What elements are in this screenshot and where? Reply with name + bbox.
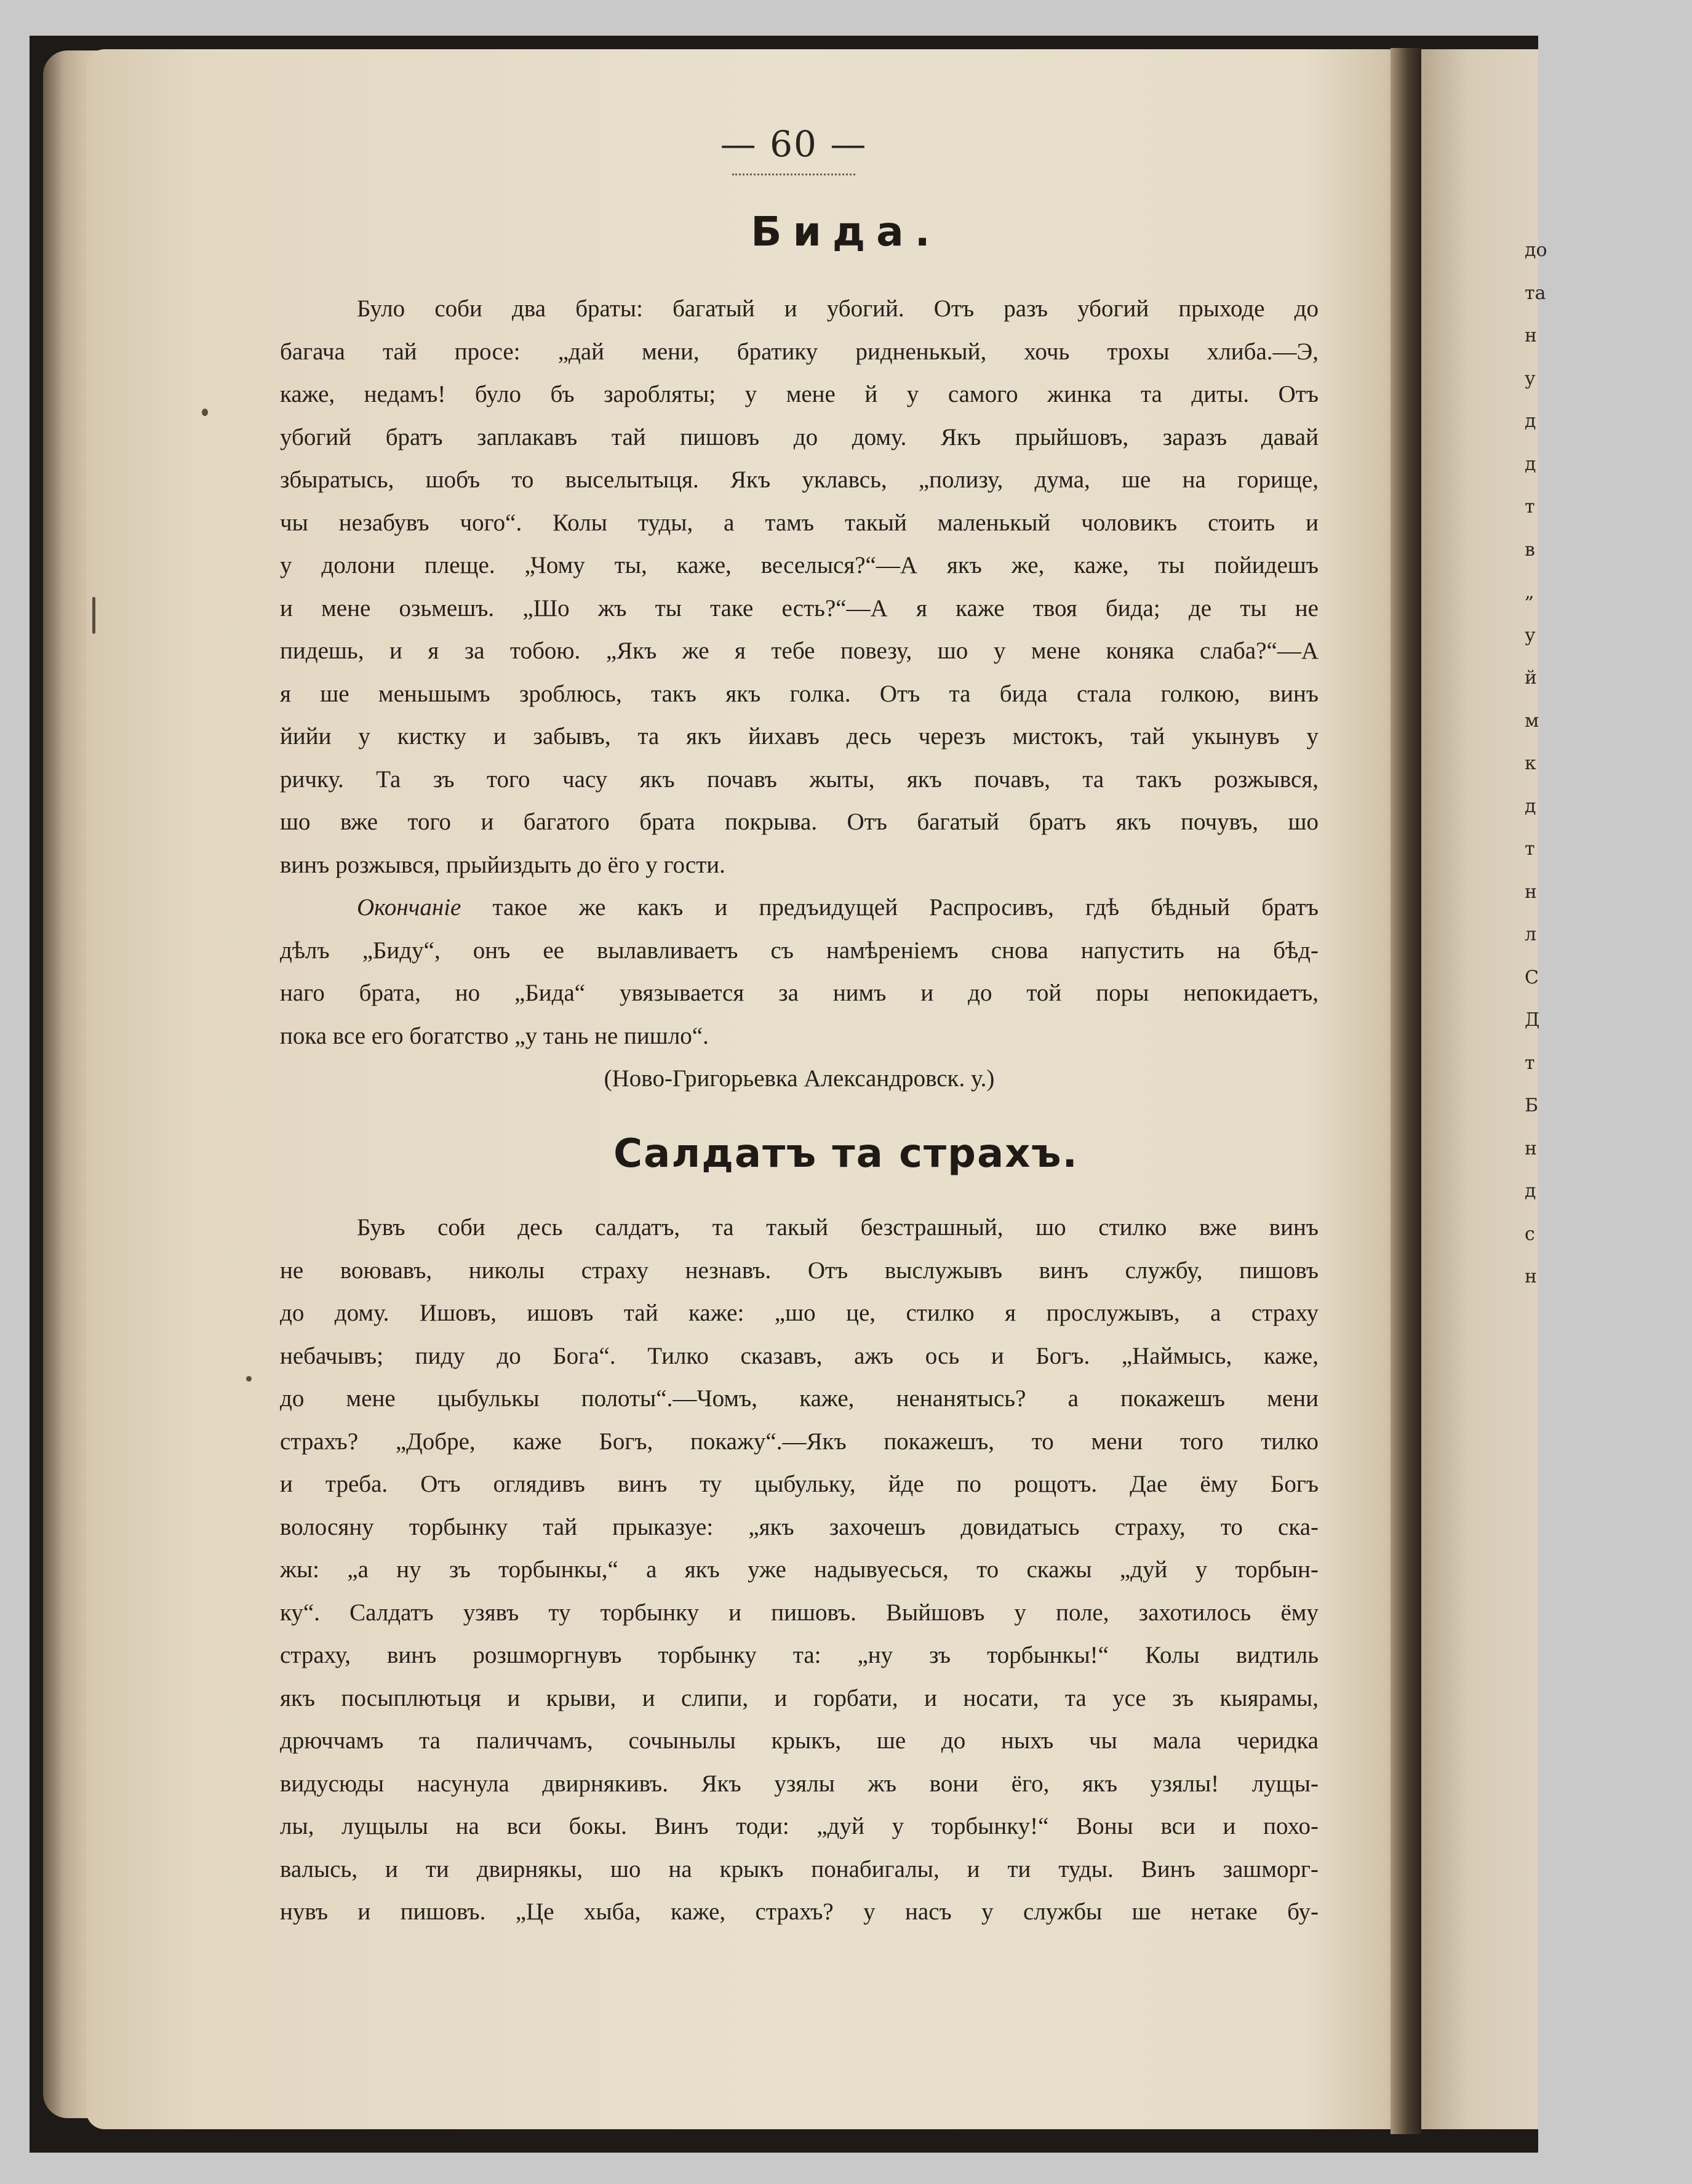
text-line: убогий братъ заплакавъ тай пишовъ до дому. Якъ прыйшовъ, заразъ давай	[280, 423, 1319, 450]
text-line: Бувъ соби десь салдатъ, та такый безстрашный, шо стилко вже винъ	[357, 1214, 1319, 1241]
text-line: йийи у кистку и забывъ, та якъ йихавъ десь черезъ мистокъ, тай укынувъ у	[280, 723, 1319, 750]
facing-page	[1421, 49, 1547, 2129]
text-line: не воювавъ, николы страху незнавъ. Отъ выслужывъ винъ службу, пишовъ	[280, 1257, 1319, 1284]
text-line: я ше меньшымъ зроблюсь, такъ якъ голка. Отъ та бида стала голкою, винъ	[280, 680, 1319, 707]
facing-page-fragment: т	[1525, 838, 1535, 860]
facing-page-fragment: с	[1525, 1223, 1535, 1245]
summary-line: наго брата, но „Бида“ увязывается за нимъ и до той поры непокидаетъ,	[280, 980, 1319, 1006]
paper-speck	[202, 409, 208, 416]
facing-page-fragment: д	[1525, 410, 1536, 432]
summary-label: Окончаніе	[357, 894, 461, 921]
summary-line: пока все его богатство „у тань не пишло“.	[280, 1022, 709, 1049]
facing-page-fragment: „	[1525, 582, 1534, 603]
text-line: страхъ? „Добре, каже Богъ, покажу“.—Якъ покажешъ, то мени того тилко	[280, 1428, 1319, 1455]
facing-page-fragment: т	[1525, 496, 1535, 518]
facing-page-fragment: т	[1525, 1052, 1535, 1074]
text-line: збыратысь, шобъ то выселытыця. Якъ уклавсь, „полизу, дума, ше на горище,	[280, 466, 1319, 493]
facing-page-fragment: д	[1525, 1180, 1536, 1202]
facing-page-fragment: л	[1525, 924, 1537, 945]
story-bida-text	[280, 287, 1319, 1100]
text-line: винъ розжывся, прыйиздыть до ёго у гости.	[280, 851, 725, 878]
text-line: и треба. Отъ оглядивъ винъ ту цыбульку, йде по рощотъ. Дае ёму Богъ	[280, 1471, 1319, 1497]
paper-speck	[246, 1376, 252, 1382]
text-line: шо вже того и багатого брата покрыва. Отъ багатый братъ якъ почувъ, шо	[280, 809, 1319, 835]
summary-line	[280, 886, 1319, 929]
facing-page-fragment: н	[1525, 325, 1537, 346]
facing-page-fragment: та	[1525, 282, 1546, 304]
story-title-saldat: Салдатъ та страхъ.	[613, 1131, 1079, 1177]
text-line: ричку. Та зъ того часу якъ почавъ жыты, якъ почавъ, та такъ розжывся,	[280, 766, 1319, 793]
text-line: нувъ и пишовъ. „Це хыба, каже, страхъ? у насъ у службы ше нетаке бу-	[280, 1898, 1319, 1925]
story-saldat-text	[280, 1206, 1319, 1934]
text-line: страху, винъ розшморгнувъ торбынку та: „ну зъ торбынкы!“ Колы видтиль	[280, 1642, 1319, 1668]
text-line: волосяну торбынку тай прыказуе: „якъ захочешъ довидатысь страху, то ска-	[280, 1513, 1319, 1540]
text-line: ку“. Салдатъ узявъ ту торбынку и пишовъ. Выйшовъ у поле, захотилось ёму	[280, 1599, 1319, 1626]
page-number-ornament	[732, 170, 855, 175]
story-source: (Ново-Григорьевка Александровск. у.)	[604, 1065, 995, 1092]
text-line: у долони плеще. „Чому ты, каже, веселыся?“—А якъ же, каже, ты пойидешъ	[280, 552, 1319, 578]
facing-page-fragment: н	[1525, 1266, 1537, 1287]
text-line: якъ посыплютьця и крыви, и слипи, и горбати, и носати, та усе зъ кыярамы,	[280, 1684, 1319, 1711]
text-line: небачывъ; пиду до Бога“. Тилко сказавъ, ажъ ось и Богъ. „Наймысь, каже,	[280, 1342, 1319, 1369]
summary-line: дѣлъ „Биду“, онъ ее вылавливаетъ съ намѣреніемъ снова напустить на бѣд-	[280, 937, 1319, 964]
text-line: и мене озьмешъ. „Шо жъ ты таке есть?“—А я каже твоя бида; де ты не	[280, 594, 1319, 622]
text-line: пидешь, и я за тобою. „Якъ же я тебе повезу, шо у мене коняка слаба?“—А	[280, 638, 1319, 664]
text-line: дрюччамъ та паличчамъ, сочынылы крыкъ, ше до ныхъ чы мала черидка	[280, 1727, 1319, 1754]
paper-speck	[92, 597, 95, 634]
facing-page-fragment: д	[1525, 453, 1536, 475]
text-line: видусюды насунула двирнякивъ. Якъ узялы жъ вони ёго, якъ узялы! лущы-	[280, 1770, 1319, 1797]
facing-page-fragment: в	[1525, 538, 1535, 561]
facing-page-fragment: д	[1525, 795, 1536, 817]
facing-page-fragment: у	[1525, 367, 1536, 390]
text-line: до мене цыбулькы полоты“.—Чомъ, каже, ненанятысь? а покажешъ мени	[280, 1385, 1319, 1412]
facing-page-fragment: у	[1525, 624, 1536, 646]
facing-page-fragment: С	[1525, 966, 1539, 988]
text-line: до дому. Ишовъ, ишовъ тай каже: „шо це, стилко я прослужывъ, а страху	[280, 1300, 1319, 1326]
facing-page-fragment: Д	[1525, 1009, 1540, 1031]
text-line: валысь, и ти двирнякы, шо на крыкъ понабигалы, и ти туды. Винъ зашморг-	[280, 1855, 1319, 1882]
facing-page-fragment: н	[1525, 1137, 1537, 1159]
book-gutter	[1391, 48, 1421, 2134]
facing-page-fragment: м	[1525, 710, 1539, 732]
story-title-bida: Бида.	[751, 208, 941, 255]
text-line: чы незабувъ чого“. Колы туды, а тамъ такый маленькый чоловикъ стоить и	[280, 509, 1319, 536]
facing-page-fragment: к	[1525, 753, 1536, 774]
text-line: каже, недамъ! було бъ заробляты; у мене й у самого жинка та диты. Отъ	[280, 381, 1319, 407]
facing-page-fragment: н	[1525, 881, 1537, 903]
text-line: Було соби два браты: багатый и убогий. Отъ разъ убогий прыходе до	[357, 295, 1319, 322]
page-number: — 60 —	[720, 123, 868, 165]
text-line: багача тай просе: „дай мени, братику ридненькый, хочь трохы хлиба.—Э,	[280, 338, 1319, 365]
facing-page-fragment: до	[1525, 239, 1547, 261]
text-line: лы, лущылы на вси бокы. Винъ тоди: „дуй у торбынку!“ Воны вси и похо-	[280, 1813, 1319, 1839]
text-line: жы: „а ну зъ торбынкы,“ а якъ уже надывуесься, то скажы „дуй у торбын-	[280, 1556, 1319, 1583]
facing-page-fragment: Б	[1525, 1095, 1539, 1116]
facing-page-fragment: й	[1525, 667, 1537, 689]
summary-text: такое же какъ и предъидущей Распросивъ, гдѣ бѣдный братъ	[492, 894, 1319, 921]
